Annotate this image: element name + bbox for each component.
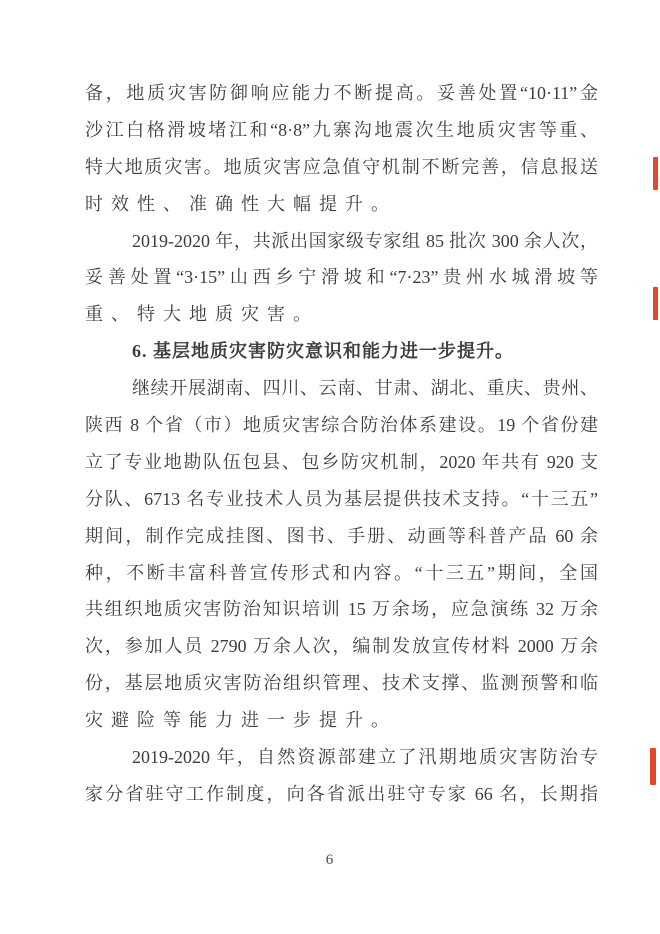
scan-artifact-mark [650, 748, 656, 785]
text-line: 特大地质灾害。地质灾害应急值守机制不断完善，信息报送 [85, 156, 598, 177]
text-line: 备，地质灾害防御响应能力不断提高。妥善处置“10·11”金 [85, 83, 598, 103]
scan-artifact-mark [653, 287, 658, 320]
text-line: 份，基层地质灾害防治组织管理、技术支撑、监测预警和临 [85, 673, 598, 694]
text-line: 2019-2020 年，自然资源部建立了汛期地质灾害防治专 [132, 747, 598, 768]
text-line: 灾避险等能力进一步提升。 [85, 710, 397, 731]
scan-artifact-mark [653, 157, 658, 190]
text-line: 重、特大地质灾害。 [85, 304, 319, 325]
text-line: 分队、6713 名专业技术人员为基层提供技术支持。“十三五” [85, 488, 598, 509]
page-number: 6 [325, 852, 335, 868]
text-line: 共组织地质灾害防治知识培训 15 万余场，应急演练 32 万余 [85, 599, 598, 620]
text-line: 立了专业地勘队伍包县、包乡防灾机制，2020 年共有 920 支 [85, 451, 598, 472]
text-line: 时效性、准确性大幅提升。 [85, 193, 397, 214]
page-text-block [85, 75, 598, 813]
text-line: 次，参加人员 2790 万余人次，编制发放宣传材料 2000 万余 [85, 636, 598, 657]
text-line: 沙江白格滑坡堵江和“8·8”九寨沟地震次生地质灾害等重、 [85, 119, 598, 140]
text-line: 2019-2020 年，共派出国家级专家组 85 批次 300 余人次， [132, 230, 598, 251]
text-line: 继续开展湖南、四川、云南、甘肃、湖北、重庆、贵州、 [132, 378, 598, 399]
section-heading: 6. 基层地质灾害防灾意识和能力进一步提升。 [132, 341, 514, 362]
text-line: 家分省驻守工作制度，向各省派出驻守专家 66 名，长期指 [85, 783, 598, 804]
text-line: 种，不断丰富科普宣传形式和内容。“十三五”期间，全国 [85, 562, 598, 583]
text-line: 妥善处置“3·15”山西乡宁滑坡和“7·23”贵州水城滑坡等 [85, 267, 598, 288]
text-line: 期间，制作完成挂图、图书、手册、动画等科普产品 60 余 [85, 525, 598, 546]
text-line: 陕西 8 个省（市）地质灾害综合防治体系建设。19 个省份建 [85, 415, 598, 436]
